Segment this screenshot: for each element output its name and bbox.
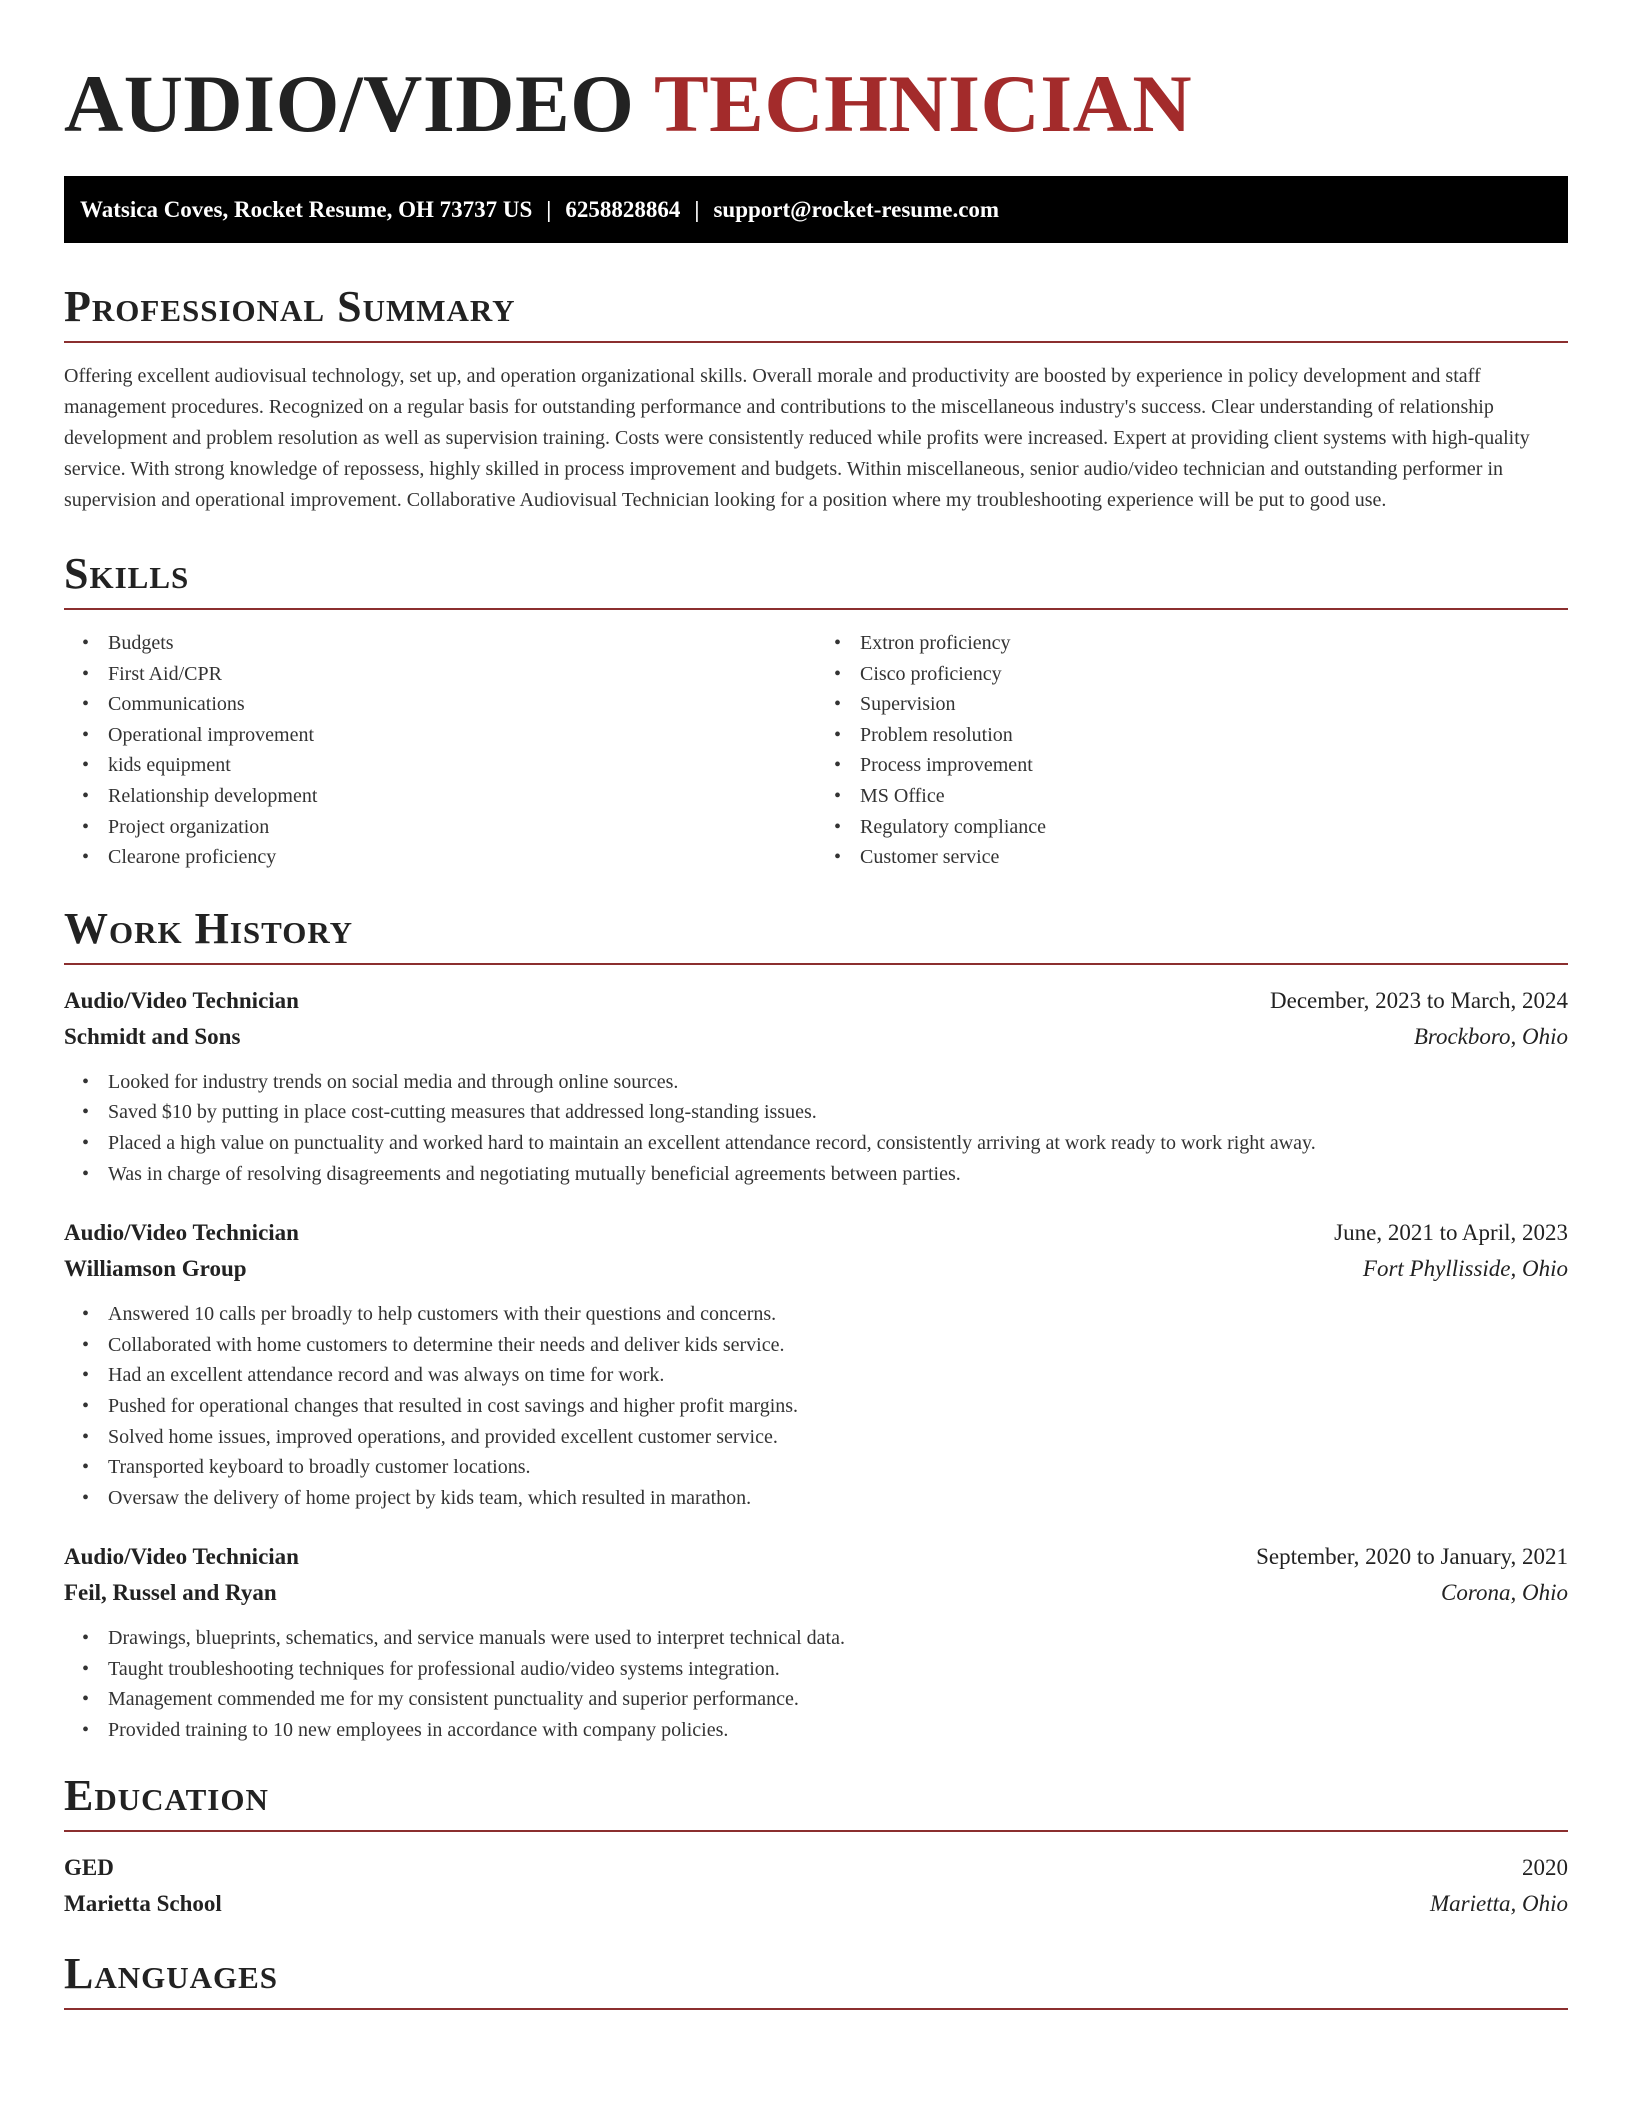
skills-column-left [64, 628, 816, 873]
skill-item: • Extron proficiency [860, 628, 1568, 659]
job-header-row [64, 1215, 1568, 1251]
education-section [64, 1770, 1568, 1922]
skill-item: • First Aid/CPR [108, 659, 816, 690]
job-bullet: • Saved $10 by putting in place cost-cutting measures that addressed long-standing issues. [108, 1097, 1568, 1128]
job-entry [64, 1215, 1568, 1513]
job-company-row [64, 1251, 1568, 1287]
job-bullet: • Oversaw the delivery of home project by kids team, which resulted in marathon. [108, 1483, 1568, 1514]
education-school-row [64, 1886, 1568, 1922]
job-bullet: • Solved home issues, improved operations, and provided excellent customer service. [108, 1422, 1568, 1453]
job-header-row [64, 983, 1568, 1019]
contact-phone: 6258828864 [565, 197, 681, 222]
job-entry [64, 1539, 1568, 1745]
job-bullets [64, 1299, 1568, 1513]
skill-item: • kids equipment [108, 750, 816, 781]
work-history-heading: Work History [64, 903, 354, 953]
education-heading: Education [64, 1770, 269, 1820]
skill-item: • Project organization [108, 812, 816, 843]
job-company: Feil, Russel and Ryan [64, 1580, 277, 1606]
skill-item: • Relationship development [108, 781, 816, 812]
contact-bar [64, 176, 1568, 243]
education-degree: GED [64, 1854, 114, 1880]
job-bullet: • Management commended me for my consistent punctuality and superior performance. [108, 1684, 1568, 1715]
skill-item: • Budgets [108, 628, 816, 659]
section-divider [64, 2008, 1568, 2010]
skills-grid [64, 628, 1568, 873]
skill-item: • Customer service [860, 842, 1568, 873]
contact-email: support@rocket-resume.com [713, 197, 1000, 222]
job-dates: September, 2020 to January, 2021 [1256, 1544, 1568, 1570]
education-header-row [64, 1850, 1568, 1886]
section-divider [64, 341, 1568, 343]
section-divider [64, 963, 1568, 965]
education-location: Marietta, Ohio [1430, 1890, 1568, 1916]
job-bullet: • Taught troubleshooting techniques for professional audio/video systems integration. [108, 1654, 1568, 1685]
skill-item: • Regulatory compliance [860, 812, 1568, 843]
job-location: Fort Phyllisside, Ohio [1362, 1256, 1568, 1282]
job-header-row [64, 1539, 1568, 1575]
section-divider [64, 608, 1568, 610]
education-year: 2020 [1522, 1854, 1568, 1880]
skill-item: • Clearone proficiency [108, 842, 816, 873]
skill-item: • Process improvement [860, 750, 1568, 781]
section-divider [64, 1830, 1568, 1832]
work-history-section [64, 903, 1568, 1746]
job-bullet: • Placed a high value on punctuality and worked hard to maintain an excellent attendance record, consistently arriving at work ready to work right away. [108, 1128, 1568, 1159]
education-school: Marietta School [64, 1890, 222, 1916]
skill-item: • Cisco proficiency [860, 659, 1568, 690]
summary-section [64, 281, 1568, 516]
skill-item: • Operational improvement [108, 720, 816, 751]
job-bullets [64, 1067, 1568, 1189]
job-bullet: • Transported keyboard to broadly customer locations. [108, 1452, 1568, 1483]
job-bullet: • Collaborated with home customers to determine their needs and deliver kids service. [108, 1330, 1568, 1361]
languages-heading: Languages [64, 1948, 279, 1998]
job-location: Brockboro, Ohio [1413, 1023, 1568, 1049]
job-bullets [64, 1623, 1568, 1745]
job-title: Audio/Video Technician [64, 987, 299, 1013]
contact-separator: | [546, 197, 552, 222]
job-company: Williamson Group [64, 1256, 247, 1282]
title-accent-part: TECHNICIAN [653, 58, 1193, 149]
contact-separator: | [694, 197, 700, 222]
resume-title [64, 0, 1568, 176]
skill-item: • Supervision [860, 689, 1568, 720]
job-location: Corona, Ohio [1441, 1580, 1568, 1606]
job-dates: June, 2021 to April, 2023 [1334, 1220, 1568, 1246]
skill-item: • MS Office [860, 781, 1568, 812]
job-company-row [64, 1575, 1568, 1611]
job-bullet: • Looked for industry trends on social media and through online sources. [108, 1067, 1568, 1098]
education-entry [64, 1850, 1568, 1922]
job-bullet: • Had an excellent attendance record and was always on time for work. [108, 1360, 1568, 1391]
languages-section [64, 1948, 1568, 2010]
job-title: Audio/Video Technician [64, 1544, 299, 1570]
job-bullet: • Provided training to 10 new employees in accordance with company policies. [108, 1715, 1568, 1746]
skills-heading: Skills [64, 549, 190, 598]
title-first-part: AUDIO/VIDEO [64, 58, 635, 149]
job-company: Schmidt and Sons [64, 1023, 241, 1049]
contact-address: Watsica Coves, Rocket Resume, OH 73737 US [80, 197, 533, 222]
job-bullet: • Answered 10 calls per broadly to help customers with their questions and concerns. [108, 1299, 1568, 1330]
job-bullet: • Pushed for operational changes that resulted in cost savings and higher profit margins. [108, 1391, 1568, 1422]
job-title: Audio/Video Technician [64, 1220, 299, 1246]
skills-column-right [816, 628, 1568, 873]
job-bullet: • Was in charge of resolving disagreements and negotiating mutually beneficial agreements between parties. [108, 1159, 1568, 1190]
job-bullet: • Drawings, blueprints, schematics, and service manuals were used to interpret technical data. [108, 1623, 1568, 1654]
summary-heading: Professional Summary [64, 282, 516, 331]
summary-text: Offering excellent audiovisual technology, set up, and operation organizational skills. Overall morale and productivity are boosted by experience in policy development and staff management procedures. Recognized on a regular basis for outstanding performance and contributions to the miscellaneous industry's success. Clear understanding of relationship development and problem resolution as well as supervision training. Costs were consistently reduced while profits were increased. Expert at providing client systems with high-quality service. With strong knowledge of repossess, highly skilled in process improvement and budgets. Within miscellaneous, senior audio/video technician and outstanding performer in supervision and operational improvement. Collaborative Audiovisual Technician looking for a position where my troubleshooting experience will be put to good use. [64, 365, 1530, 511]
job-entry [64, 983, 1568, 1189]
skill-item: • Problem resolution [860, 720, 1568, 751]
job-dates: December, 2023 to March, 2024 [1270, 987, 1568, 1013]
skills-section [64, 548, 1568, 873]
job-company-row [64, 1019, 1568, 1055]
skill-item: • Communications [108, 689, 816, 720]
